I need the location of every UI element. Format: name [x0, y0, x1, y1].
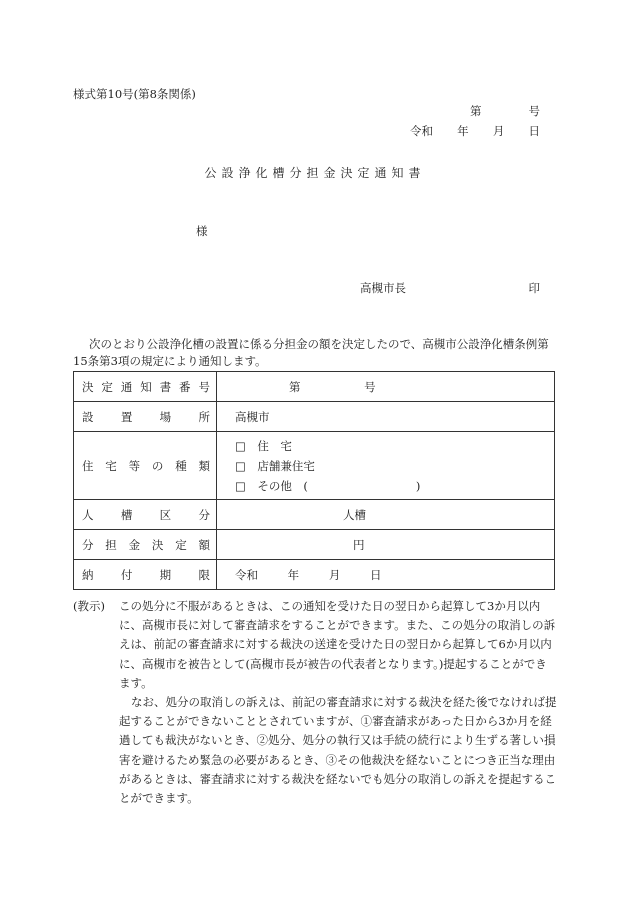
seal-mark: 印 — [528, 281, 540, 295]
row-label: 決 定 通 知 書 番 号 — [82, 379, 210, 394]
deadline-year: 年 — [287, 567, 300, 582]
document-title: 公設浄化槽分担金決定通知書 — [204, 166, 426, 180]
table-row — [74, 530, 555, 560]
notice-number-prefix: 第 — [289, 379, 301, 394]
doc-number-suffix: 号 — [528, 104, 540, 118]
table-row — [74, 372, 555, 402]
notes-tag: (教示) — [73, 599, 105, 613]
date-day: 日 — [528, 124, 540, 138]
issuer — [360, 280, 540, 296]
amount-unit: 円 — [353, 537, 365, 552]
doc-number-prefix: 第 — [470, 104, 482, 118]
deadline-day: 日 — [369, 567, 382, 582]
row-label: 納 付 期 限 — [82, 567, 210, 582]
notes-para1-rest: に、高槻市長に対して審査請求をすることができます。また、この処分の取消しの訴えは、前記の審査請求に対する裁決の送達を受けた日の翌日から起算して6か月以内に、高槻市を被告として(高槻市長が被告の代表者となります。)提起することができます。 — [119, 618, 556, 690]
table-row — [74, 500, 555, 530]
deadline-era: 令和 — [235, 567, 258, 582]
option-house[interactable]: □ 住 宅 — [235, 438, 292, 453]
option-other[interactable]: □ その他 ( ) — [235, 478, 421, 493]
notes-para1-first: この処分に不服があるときは、この通知を受けた日の翌日から起算して3か月以内 — [119, 599, 541, 613]
issuer-name: 高槻市長 — [360, 281, 406, 295]
issue-date — [410, 123, 540, 139]
date-month: 月 — [492, 124, 505, 138]
date-era: 令和 — [410, 124, 433, 138]
table-row — [74, 432, 555, 500]
intro-text: 次のとおり公設浄化槽の設置に係る分担金の額を決定したので、高槻市公設浄化槽条例第15条第3項の規定により通知します。 — [73, 337, 549, 368]
addressee-suffix: 様 — [196, 224, 208, 238]
notice-number-suffix: 号 — [364, 379, 376, 394]
date-year: 年 — [457, 124, 469, 138]
notes-para2: なお、処分の取消しの訴えは、前記の審査請求に対する裁決を経た後でなければ提起することができないこととされていますが、①審査請求があった日から3か月を経過しても裁決がないとき、②処分、処分の執行又は手続の続行により生ずる著しい損害を避けるため緊急の必要があるとき、③その他裁決を経ないことにつき正当な理由があるときは、審査請求に対する裁決を経ないでも処分の取消しの訴えを提起することができます。 — [119, 695, 557, 806]
row-label: 住 宅 等 の 種 類 — [82, 458, 210, 473]
row-label: 設 置 場 所 — [82, 409, 210, 424]
location-value: 高槻市 — [217, 402, 555, 432]
option-shop-house[interactable]: □ 店舗兼住宅 — [235, 458, 315, 473]
document-number — [470, 103, 540, 119]
tank-size-unit: 人槽 — [343, 507, 366, 522]
table-row — [74, 402, 555, 432]
table-row — [74, 560, 555, 590]
form-number: 様式第10号(第8条関係) — [73, 87, 196, 101]
row-label: 分 担 金 決 定 額 — [82, 537, 210, 552]
instructions — [73, 597, 558, 808]
deadline-month: 月 — [328, 567, 341, 582]
row-label: 人 槽 区 分 — [82, 507, 210, 522]
notification-table — [73, 371, 555, 590]
